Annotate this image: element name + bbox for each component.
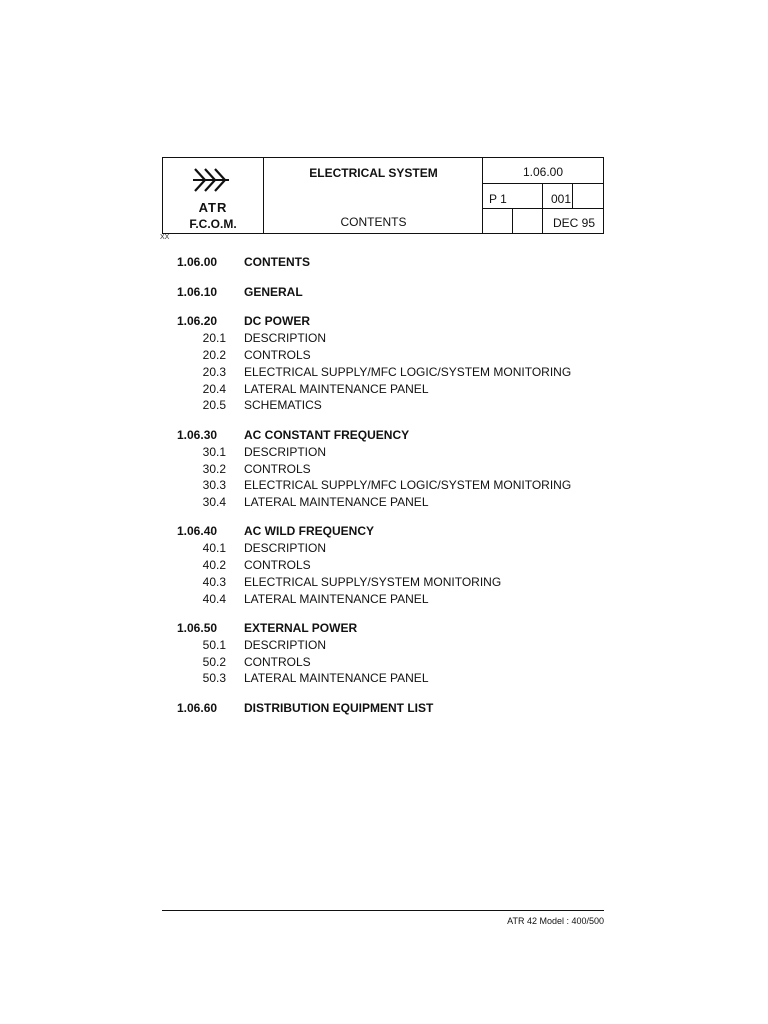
- section-title: CONTROLS: [244, 558, 311, 572]
- page-number: P 1: [489, 192, 507, 206]
- footer-rule: [162, 910, 604, 911]
- chapter-code: 1.06.00: [522, 165, 564, 179]
- contents-subsection-row: [0, 637, 768, 653]
- section-number: 40.1: [202, 541, 226, 555]
- section-title: GENERAL: [244, 285, 303, 299]
- section-title: LATERAL MAINTENANCE PANEL: [244, 592, 429, 606]
- section-subtitle: CONTENTS: [340, 215, 407, 229]
- section-number: 1.06.00: [177, 255, 218, 269]
- contents-section-row: [0, 254, 768, 270]
- section-number: 30.4: [202, 495, 226, 509]
- section-title: CONTROLS: [244, 655, 311, 669]
- section-number: 50.1: [202, 638, 226, 652]
- contents-section-row: [0, 284, 768, 300]
- section-title: CONTENTS: [244, 255, 310, 269]
- section-number: 30.3: [202, 478, 226, 492]
- section-number: 40.2: [202, 558, 226, 572]
- contents-subsection-row: [0, 381, 768, 397]
- contents-subsection-row: [0, 330, 768, 346]
- contents-subsection-row: [0, 477, 768, 493]
- section-title: LATERAL MAINTENANCE PANEL: [244, 495, 429, 509]
- contents-subsection-row: [0, 397, 768, 413]
- ref-divider-1: [483, 183, 603, 184]
- section-title: DESCRIPTION: [244, 638, 327, 652]
- section-title: ELECTRICAL SUPPLY/MFC LOGIC/SYSTEM MONITORING: [244, 478, 572, 492]
- section-number: 1.06.30: [177, 428, 218, 442]
- ref-divider-v2: [512, 208, 513, 233]
- section-title: ELECTRICAL SUPPLY/SYSTEM MONITORING: [244, 575, 502, 589]
- contents-subsection-row: [0, 364, 768, 380]
- section-title: LATERAL MAINTENANCE PANEL: [244, 382, 429, 396]
- section-number: 20.2: [202, 348, 226, 362]
- section-number: 1.06.50: [177, 621, 218, 635]
- section-title: AC CONSTANT FREQUENCY: [244, 428, 410, 442]
- section-title: DC POWER: [244, 314, 310, 328]
- atr-arrows-logo-icon: [191, 165, 235, 195]
- section-number: 40.4: [202, 592, 226, 606]
- section-title: SCHEMATICS: [244, 398, 322, 412]
- section-number: 20.4: [202, 382, 226, 396]
- section-number: 50.3: [202, 671, 226, 685]
- section-title: DISTRIBUTION EQUIPMENT LIST: [244, 701, 434, 715]
- section-title: DESCRIPTION: [244, 331, 327, 345]
- section-title: DESCRIPTION: [244, 445, 327, 459]
- section-title: DESCRIPTION: [244, 541, 327, 555]
- section-number: 20.3: [202, 365, 226, 379]
- contents-subsection-row: [0, 557, 768, 573]
- section-title: CONTROLS: [244, 348, 311, 362]
- contents-subsection-row: [0, 494, 768, 510]
- brand-logo-text: ATR: [198, 200, 228, 215]
- revision-number: 001: [551, 192, 572, 206]
- section-title: AC WILD FREQUENCY: [244, 524, 374, 538]
- margin-marker: XX: [160, 234, 170, 241]
- contents-subsection-row: [0, 591, 768, 607]
- section-number: 1.06.60: [177, 701, 218, 715]
- section-title: CONTROLS: [244, 462, 311, 476]
- section-number: 1.06.40: [177, 524, 218, 538]
- logo-cell: [163, 158, 264, 233]
- system-title: ELECTRICAL SYSTEM: [309, 166, 438, 180]
- section-number: 1.06.10: [177, 285, 218, 299]
- contents-section-row: [0, 700, 768, 716]
- section-number: 50.2: [202, 655, 226, 669]
- section-number: 20.5: [202, 398, 226, 412]
- ref-divider-v3: [572, 183, 573, 208]
- title-cell: [264, 158, 483, 233]
- header-table: [162, 157, 604, 234]
- section-number: 1.06.20: [177, 314, 218, 328]
- ref-divider-2: [483, 208, 603, 209]
- contents-section-row: [0, 313, 768, 329]
- contents-subsection-row: [0, 670, 768, 686]
- revision-date: DEC 95: [552, 216, 596, 230]
- contents-subsection-row: [0, 444, 768, 460]
- contents-subsection-row: [0, 540, 768, 556]
- contents-section-row: [0, 427, 768, 443]
- section-number: 30.2: [202, 462, 226, 476]
- contents-section-row: [0, 523, 768, 539]
- contents-subsection-row: [0, 654, 768, 670]
- contents-subsection-row: [0, 574, 768, 590]
- reference-cell: [483, 158, 603, 233]
- section-title: ELECTRICAL SUPPLY/MFC LOGIC/SYSTEM MONITORING: [244, 365, 572, 379]
- section-number: 30.1: [202, 445, 226, 459]
- contents-subsection-row: [0, 347, 768, 363]
- contents-section-row: [0, 620, 768, 636]
- ref-divider-v1: [542, 183, 543, 233]
- section-title: LATERAL MAINTENANCE PANEL: [244, 671, 429, 685]
- section-title: EXTERNAL POWER: [244, 621, 358, 635]
- aircraft-model: ATR 42 Model : 400/500: [507, 916, 604, 926]
- manual-name: F.C.O.M.: [189, 217, 237, 231]
- contents-subsection-row: [0, 461, 768, 477]
- section-number: 40.3: [202, 575, 226, 589]
- section-number: 20.1: [202, 331, 226, 345]
